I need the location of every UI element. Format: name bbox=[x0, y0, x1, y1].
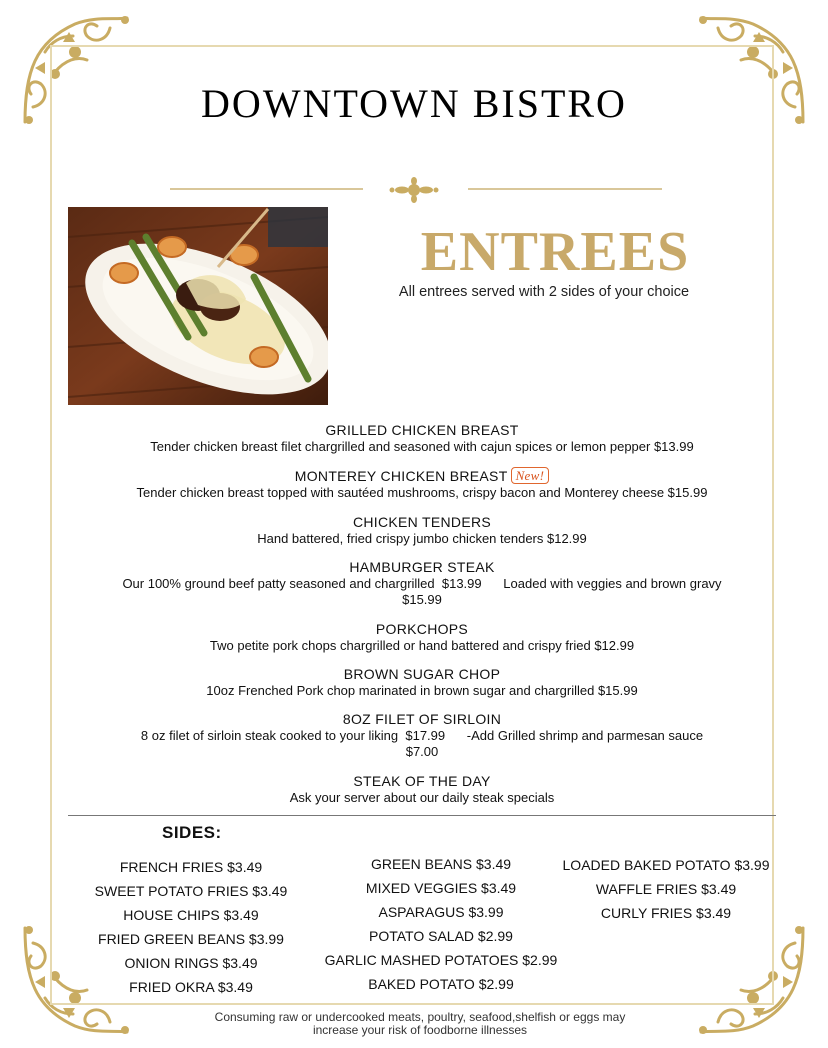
menu-item bbox=[60, 422, 784, 455]
menu-item-description: Our 100% ground beef patty seasoned and chargrilled $13.99 Loaded with veggies and brown gravy bbox=[122, 576, 722, 591]
sides-column-1 bbox=[80, 855, 302, 999]
restaurant-name: DOWNTOWN BISTRO bbox=[201, 81, 627, 126]
divider-line-left bbox=[170, 188, 363, 190]
menu-item bbox=[60, 666, 784, 699]
entree-photo bbox=[68, 207, 328, 405]
section-subtitle: All entrees served with 2 sides of your choice bbox=[398, 284, 690, 300]
menu-item-name: CHICKEN TENDERS bbox=[352, 514, 492, 530]
menu-item-description: Hand battered, fried crispy jumbo chicken tenders $12.99 bbox=[257, 531, 587, 546]
menu-item-name: BROWN SUGAR CHOP bbox=[343, 666, 501, 682]
side-item: FRIED GREEN BEANS $3.99 bbox=[98, 931, 284, 947]
side-item: CURLY FRIES $3.49 bbox=[600, 905, 732, 921]
new-badge: New! bbox=[511, 467, 550, 484]
sides-column-2 bbox=[316, 852, 566, 996]
menu-item-name: STEAK OF THE DAY bbox=[353, 773, 491, 789]
menu-item-price: $15.99 bbox=[402, 592, 442, 607]
side-item: FRIED OKRA $3.49 bbox=[129, 979, 253, 995]
menu-item-description: Ask your server about our daily steak specials bbox=[289, 790, 555, 805]
menu-item-name: PORKCHOPS bbox=[375, 621, 469, 637]
disclaimer-line: Consuming raw or undercooked meats, poultry, seafood,shelfish or eggs may bbox=[214, 1010, 626, 1024]
side-item: POTATO SALAD $2.99 bbox=[369, 928, 513, 944]
menu-item bbox=[60, 711, 784, 760]
menu-item bbox=[60, 514, 784, 547]
side-item: LOADED BAKED POTATO $3.99 bbox=[562, 857, 770, 873]
food-safety-disclaimer bbox=[190, 1011, 650, 1037]
menu-item bbox=[60, 559, 784, 608]
side-item: MIXED VEGGIES $3.49 bbox=[365, 880, 517, 896]
menu-item-price: $7.00 bbox=[405, 744, 439, 759]
menu-item-description: Tender chicken breast topped with sautéed mushrooms, crispy bacon and Monterey cheese $15.99 bbox=[136, 485, 708, 500]
sides-divider bbox=[68, 815, 776, 816]
sides-heading: SIDES: bbox=[162, 823, 222, 842]
side-item: WAFFLE FRIES $3.49 bbox=[595, 881, 737, 897]
menu-item bbox=[60, 621, 784, 654]
section-title: ENTREES bbox=[420, 221, 690, 283]
menu-item-description: 8 oz filet of sirloin steak cooked to your liking $17.99 -Add Grilled shrimp and parmesan sauce bbox=[140, 728, 704, 743]
ornament-icon bbox=[388, 176, 440, 204]
disclaimer-line: increase your risk of foodborne illnesses bbox=[312, 1023, 528, 1037]
menu-item-name: 8OZ FILET OF SIRLOIN bbox=[342, 711, 502, 727]
side-item: ASPARAGUS $3.99 bbox=[378, 904, 504, 920]
menu-item-description: Tender chicken breast filet chargrilled and seasoned with cajun spices or lemon pepper $13.99 bbox=[150, 439, 694, 454]
sides-column-3 bbox=[556, 853, 776, 925]
menu-item-name: GRILLED CHICKEN BREAST bbox=[325, 422, 519, 438]
side-item: ONION RINGS $3.49 bbox=[124, 955, 258, 971]
side-item: GARLIC MASHED POTATOES $2.99 bbox=[324, 952, 558, 968]
side-item: FRENCH FRIES $3.49 bbox=[119, 859, 263, 875]
side-item: SWEET POTATO FRIES $3.49 bbox=[94, 883, 288, 899]
divider-line-right bbox=[468, 188, 662, 190]
menu-item-name: MONTEREY CHICKEN BREAST bbox=[294, 468, 508, 484]
menu-item bbox=[60, 773, 784, 806]
menu-item-description: 10oz Frenched Pork chop marinated in brown sugar and chargrilled $15.99 bbox=[206, 683, 638, 698]
side-item: BAKED POTATO $2.99 bbox=[368, 976, 514, 992]
menu-item bbox=[60, 467, 784, 501]
side-item: GREEN BEANS $3.49 bbox=[370, 856, 512, 872]
menu-item-name: HAMBURGER STEAK bbox=[349, 559, 495, 575]
menu-item-description: Two petite pork chops chargrilled or hand battered and crispy fried $12.99 bbox=[209, 638, 635, 653]
side-item: HOUSE CHIPS $3.49 bbox=[123, 907, 259, 923]
